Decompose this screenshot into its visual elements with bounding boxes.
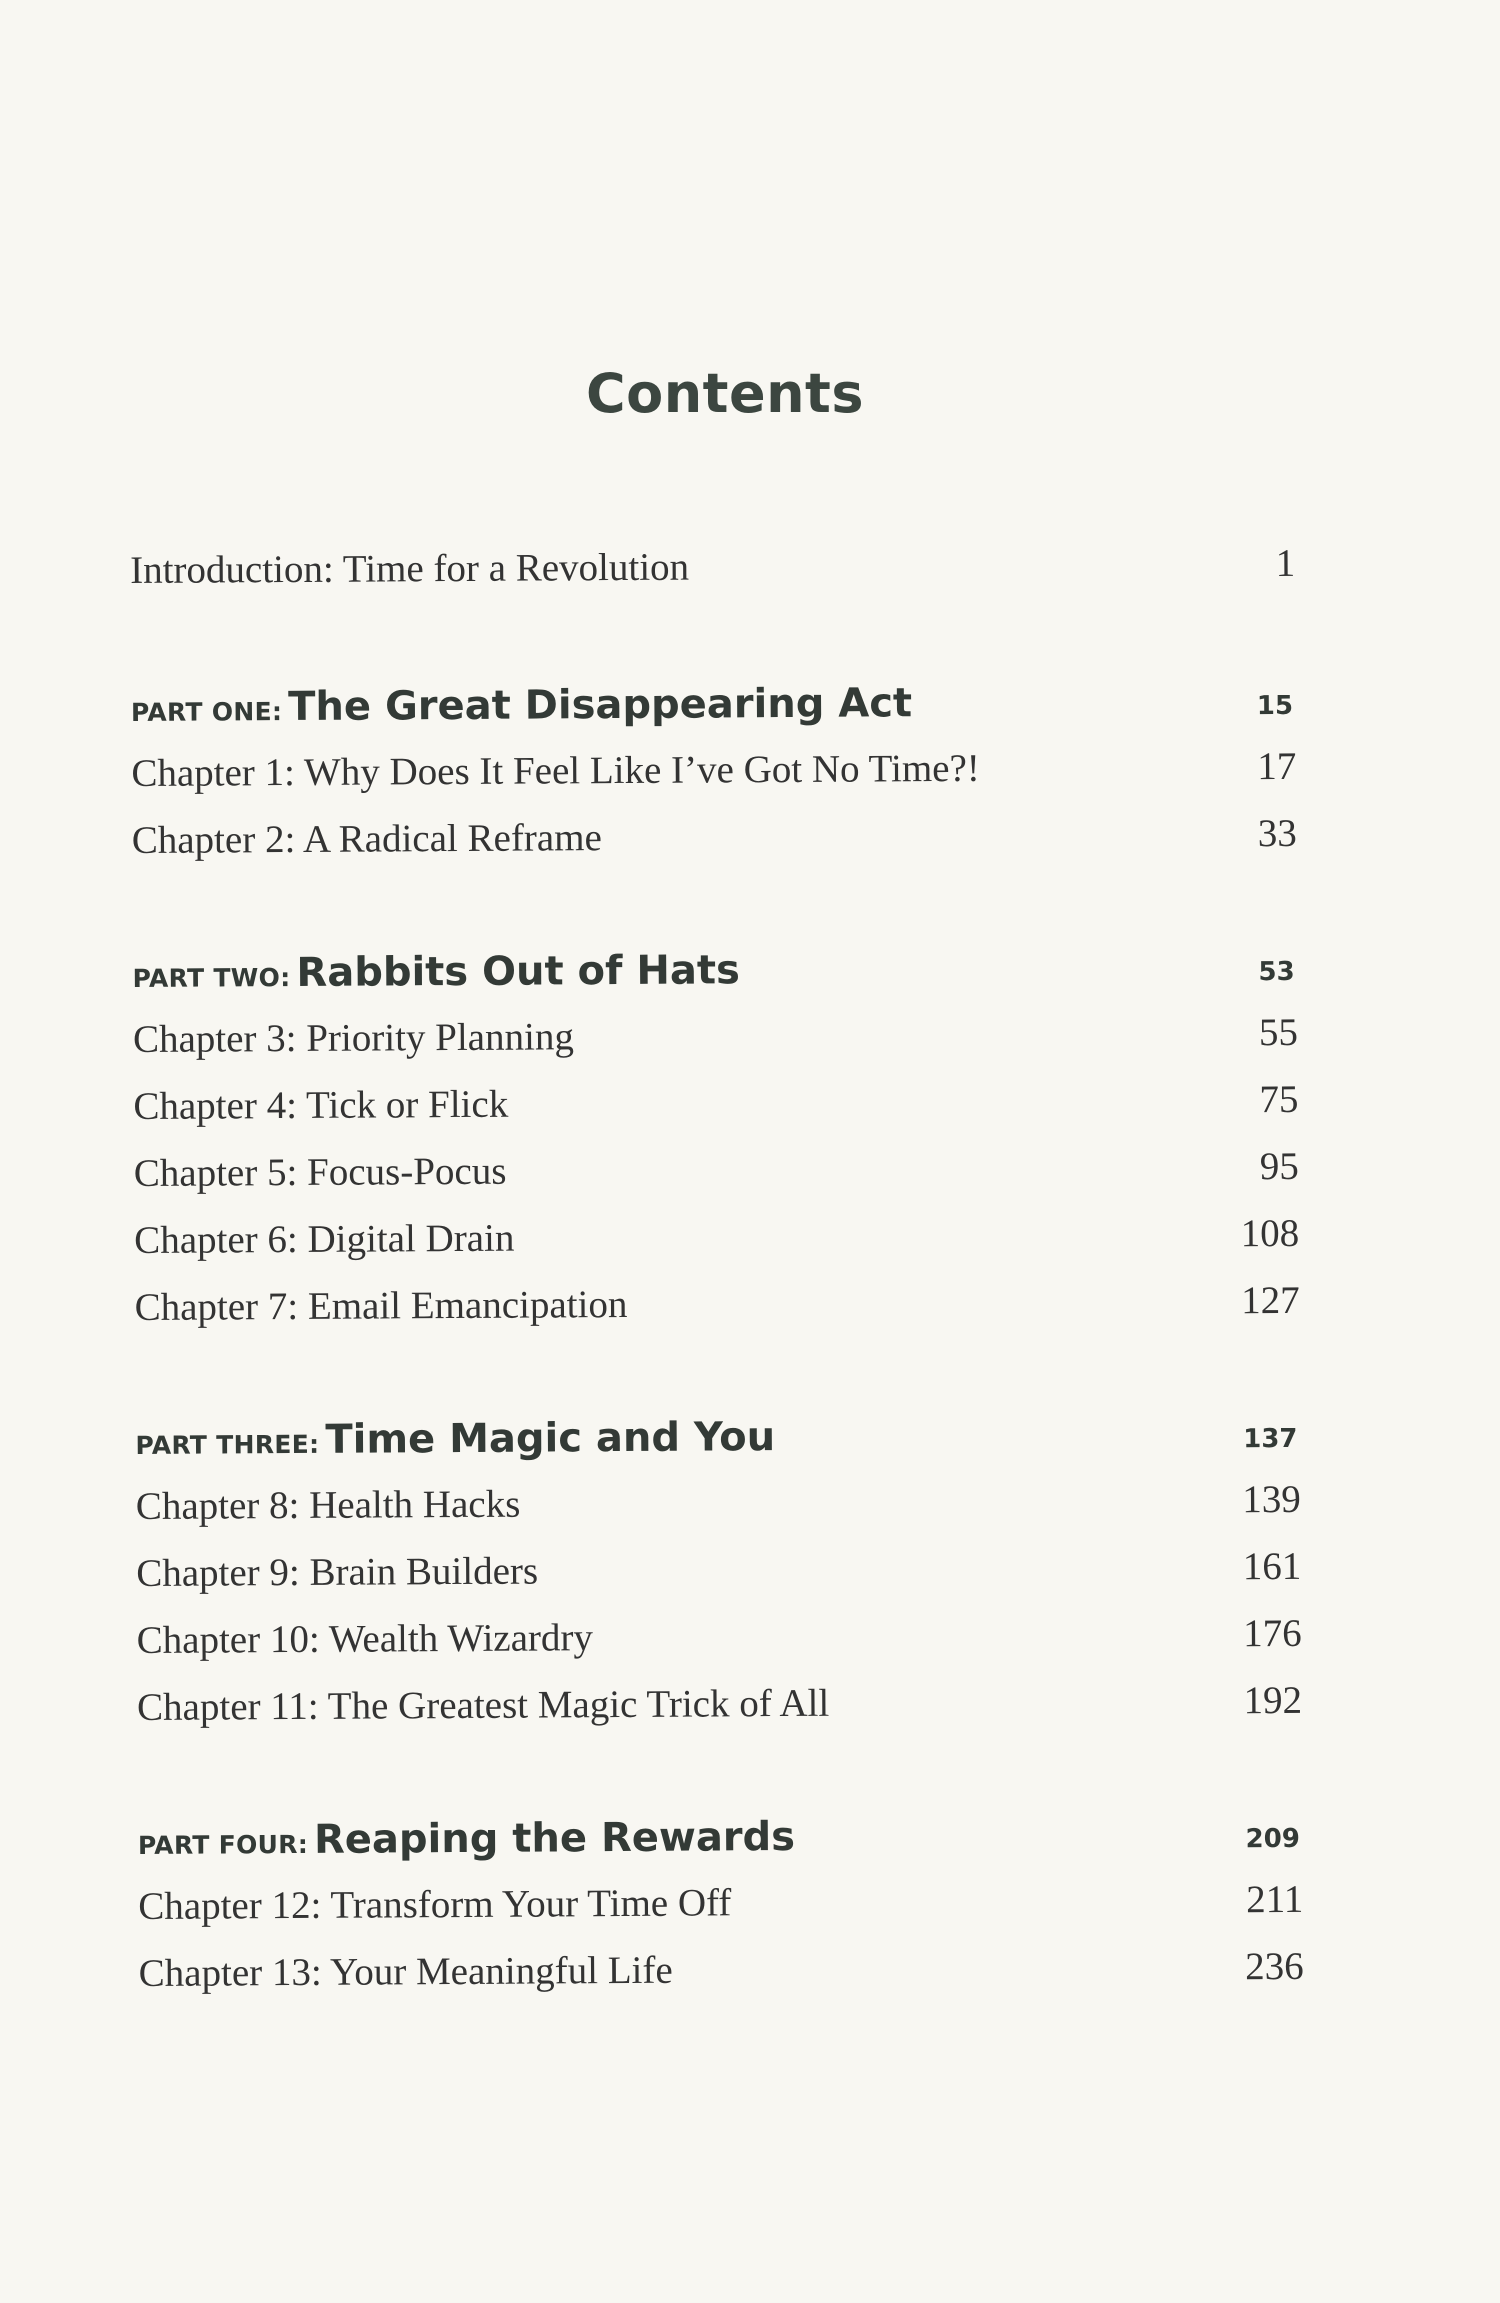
part-prefix: PART THREE: <box>135 1429 320 1460</box>
chapter-page-number: 108 <box>1240 1211 1300 1256</box>
toc-part-heading <box>138 1811 1308 1884</box>
toc-part-heading <box>135 1411 1305 1484</box>
chapter-title: Chapter 11: The Greatest Magic Trick of All <box>136 1681 830 1729</box>
toc-chapter-entry <box>139 1944 1309 2018</box>
part-page-number: 15 <box>1256 690 1294 722</box>
toc-entry-title: Introduction: Time for a Revolution <box>130 545 690 592</box>
chapter-page-number: 17 <box>1257 744 1297 789</box>
toc-chapter-entry <box>137 1678 1307 1752</box>
chapter-title: Chapter 1: Why Does It Feel Like I’ve Got No Time?! <box>131 746 980 795</box>
part-label <box>135 1414 775 1464</box>
chapter-title: Chapter 7: Email Emancipation <box>134 1282 628 1329</box>
chapter-title: Chapter 8: Health Hacks <box>135 1482 521 1528</box>
toc-chapter-entry <box>133 1010 1303 1084</box>
toc-chapter-entry <box>134 1211 1304 1285</box>
chapter-title: Chapter 13: Your Meaningful Life <box>138 1948 673 1995</box>
toc-parts <box>131 678 1309 2018</box>
part-page-number: 209 <box>1245 1823 1300 1855</box>
page-title: Contents <box>585 362 864 425</box>
toc-chapter-entry <box>136 1477 1306 1551</box>
toc-part-section <box>138 1811 1309 2018</box>
chapter-title: Chapter 2: A Radical Reframe <box>131 816 602 862</box>
toc-chapter-entry <box>136 1544 1306 1618</box>
toc-entry-introduction <box>130 541 1300 615</box>
chapter-page-number: 176 <box>1243 1611 1302 1656</box>
toc-chapter-entry <box>131 744 1301 818</box>
chapter-page-number: 236 <box>1245 1944 1304 1989</box>
chapter-title: Chapter 6: Digital Drain <box>134 1216 515 1262</box>
chapter-page-number: 139 <box>1242 1477 1301 1522</box>
toc-chapter-entry <box>134 1144 1304 1218</box>
toc-chapter-entry <box>133 1077 1303 1151</box>
part-label <box>138 1814 795 1864</box>
chapter-page-number: 33 <box>1257 811 1297 856</box>
toc-part-section <box>131 678 1302 885</box>
toc-chapter-entry <box>135 1278 1305 1352</box>
part-name: Rabbits Out of Hats <box>296 947 740 996</box>
chapter-page-number: 161 <box>1242 1544 1302 1589</box>
chapter-page-number: 211 <box>1246 1877 1304 1922</box>
toc-part-heading <box>131 678 1301 751</box>
toc-part-section <box>132 944 1304 1352</box>
chapter-title: Chapter 9: Brain Builders <box>136 1549 539 1595</box>
chapter-title: Chapter 3: Priority Planning <box>132 1015 575 1061</box>
table-of-contents <box>130 541 1309 2018</box>
part-label <box>132 947 739 997</box>
chapter-title: Chapter 10: Wealth Wizardry <box>136 1616 594 1662</box>
toc-part-section <box>135 1411 1307 1752</box>
part-label <box>131 680 912 731</box>
part-page-number: 53 <box>1258 956 1295 988</box>
part-prefix: PART TWO: <box>132 963 291 993</box>
chapter-title: Chapter 5: Focus-Pocus <box>133 1149 507 1195</box>
chapter-page-number: 95 <box>1259 1144 1299 1189</box>
chapter-page-number: 127 <box>1240 1278 1300 1323</box>
chapter-page-number: 75 <box>1259 1077 1299 1122</box>
part-name: Reaping the Rewards <box>313 1813 796 1863</box>
part-prefix: PART FOUR: <box>137 1829 309 1860</box>
toc-entry-page: 1 <box>1275 541 1296 586</box>
chapter-page-number: 192 <box>1243 1678 1303 1723</box>
toc-chapter-entry <box>132 811 1302 885</box>
part-prefix: PART ONE: <box>130 697 283 727</box>
chapter-title: Chapter 12: Transform Your Time Off <box>138 1881 732 1928</box>
chapter-page-number: 55 <box>1258 1010 1299 1055</box>
part-page-number: 137 <box>1243 1423 1298 1455</box>
toc-chapter-entry <box>137 1611 1307 1685</box>
toc-part-heading <box>132 944 1302 1017</box>
chapter-title: Chapter 4: Tick or Flick <box>133 1082 509 1128</box>
part-name: The Great Disappearing Act <box>288 680 913 731</box>
part-name: Time Magic and You <box>325 1414 776 1463</box>
toc-chapter-entry <box>138 1877 1308 1951</box>
